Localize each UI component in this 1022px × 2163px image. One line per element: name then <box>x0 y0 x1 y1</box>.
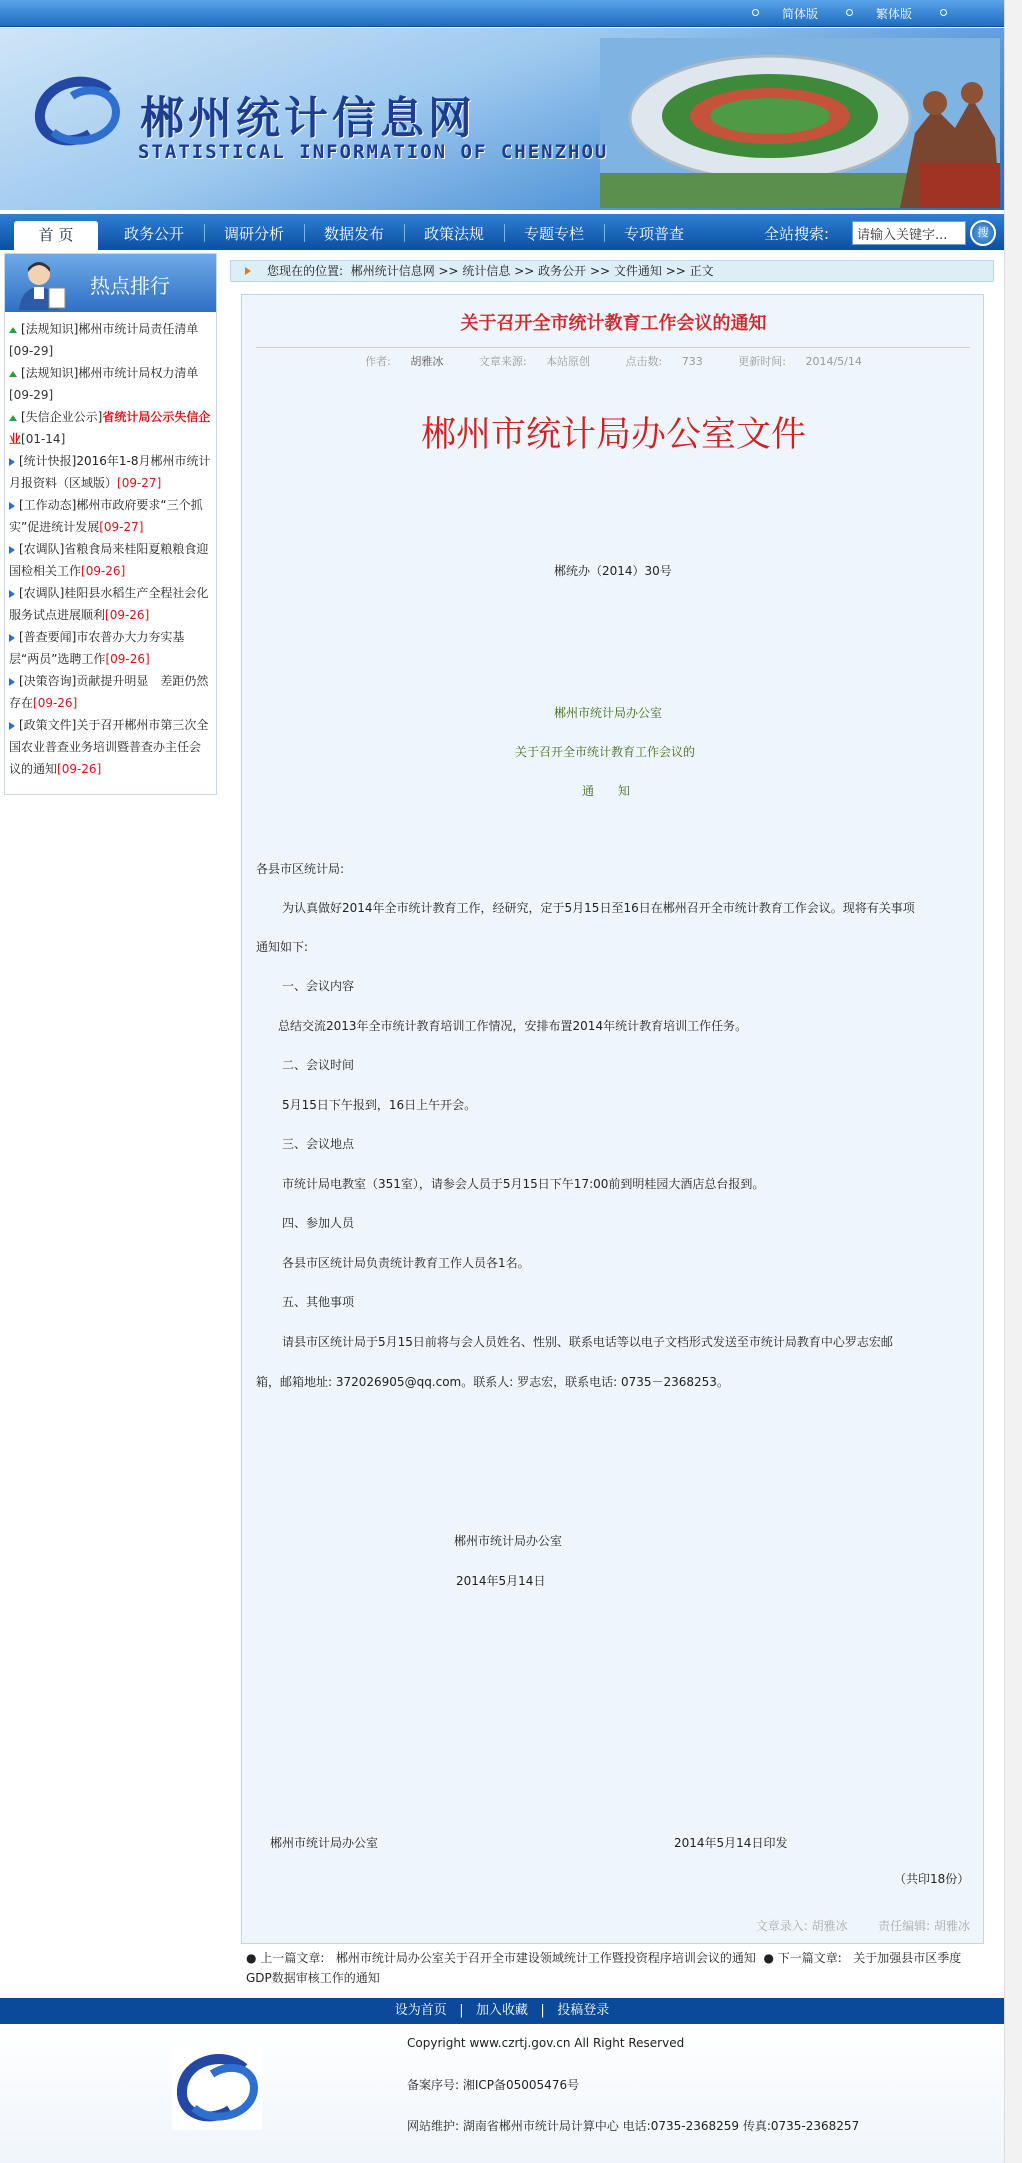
site-subtitle: STATISTICAL INFORMATION OF CHENZHOU <box>138 141 609 163</box>
bullet-icon <box>752 9 759 16</box>
article-title: 关于召开全市统计教育工作会议的通知 <box>460 313 767 334</box>
updated-label: 更新时间: <box>738 355 786 368</box>
hot-item-title[interactable]: [普查要闻]市农普办大力夯实基层“两员”选聘工作 <box>9 630 185 666</box>
hot-item-date: [09-26] <box>105 608 150 622</box>
section-heading: 四、参加人员 <box>282 1216 355 1230</box>
triangle-up-icon <box>9 415 17 421</box>
entry-label: 文章录入: <box>755 1919 808 1933</box>
nav-separator <box>604 224 605 242</box>
triangle-right-icon <box>9 722 15 730</box>
footer-logo-icon <box>172 2046 262 2130</box>
hot-item-category: [失信企业公示] <box>21 410 103 424</box>
footer-org: 郴州市统计局办公室 <box>270 1836 379 1850</box>
breadcrumb-path[interactable]: 郴州统计信息网 >> 统计信息 >> 政务公开 >> 文件通知 >> 正文 <box>350 264 714 278</box>
nav-separator <box>304 224 305 242</box>
nav-item-gov[interactable]: 政务公开 <box>124 225 185 243</box>
clicks-label: 点击数: <box>625 355 663 368</box>
hot-list-item[interactable] <box>5 362 216 406</box>
next-article-link[interactable]: 关于加强县市区季度GDP数据审核工作的通知 <box>246 1951 962 1985</box>
paragraph: 5月15日下午报到，16日上午开会。 <box>282 1098 477 1112</box>
site-footer <box>0 2024 1004 2163</box>
main-nav <box>0 212 1004 250</box>
site-banner <box>0 28 1004 210</box>
triangle-up-icon <box>9 371 17 377</box>
nav-item-census[interactable]: 专项普查 <box>624 225 685 243</box>
article-credits <box>242 1917 970 1934</box>
triangle-right-icon <box>9 590 15 598</box>
triangle-up-icon <box>9 327 17 333</box>
nav-separator <box>504 224 505 242</box>
person-icon <box>11 258 69 310</box>
simplified-link[interactable]: 简体版 <box>782 7 819 21</box>
prev-label: 上一篇文章: <box>260 1951 325 1965</box>
search-label: 全站搜索: <box>764 225 830 243</box>
hot-list-item[interactable] <box>5 670 216 714</box>
nav-item-policy[interactable]: 政策法规 <box>424 225 485 243</box>
nav-home[interactable]: 首 页 <box>14 221 98 252</box>
triangle-right-icon <box>9 634 15 642</box>
subject-notice: 通 知 <box>582 784 631 798</box>
salutation: 各县市区统计局: <box>256 862 345 876</box>
section-heading: 三、会议地点 <box>282 1137 355 1151</box>
hot-item-title[interactable]: [农调队]桂阳县水稻生产全程社会化服务试点进展顺利 <box>9 586 209 622</box>
author-label: 作者: <box>365 355 391 368</box>
source-label: 文章来源: <box>478 355 527 368</box>
nav-item-topics[interactable]: 专题专栏 <box>524 225 585 243</box>
hot-item-date: [09-26] <box>81 564 126 578</box>
hot-ranking-panel <box>4 253 217 795</box>
hot-list-item[interactable] <box>5 318 216 362</box>
logo-icon <box>28 72 128 152</box>
hot-item-title[interactable]: [决策咨询]贡献提升明显 差距仍然存在 <box>9 674 209 710</box>
search-button[interactable]: 搜 <box>970 220 996 246</box>
site-title: 郴州统计信息网 <box>140 93 476 144</box>
nav-item-research[interactable]: 调研分析 <box>224 225 285 243</box>
clicks-value: 733 <box>681 355 703 368</box>
section-heading: 二、会议时间 <box>282 1058 355 1072</box>
article-meta <box>242 353 985 369</box>
bullet-icon: ● <box>246 1951 257 1965</box>
traditional-link[interactable]: 繁体版 <box>876 7 913 21</box>
hot-item-title[interactable]: [农调队]省粮食局来桂阳夏粮粮食迎国检相关工作 <box>9 542 209 578</box>
document-number: 郴统办（2014）30号 <box>554 564 672 578</box>
hot-list-item[interactable] <box>5 538 216 582</box>
hot-item-title[interactable]: 省统计局公示失信企业 <box>9 410 211 446</box>
set-homepage-link[interactable]: 设为首页 <box>394 2003 447 2018</box>
hot-item-title[interactable]: [法规知识]郴州市统计局责任清单 <box>21 322 199 336</box>
paragraph: 通知如下: <box>256 940 309 954</box>
triangle-right-icon <box>9 502 15 510</box>
search-input[interactable] <box>852 221 966 245</box>
entry-value: 胡雅冰 <box>811 1919 848 1933</box>
triangle-right-icon <box>9 546 15 554</box>
hot-item-date: [09-26] <box>57 762 102 776</box>
editor-label: 责任编辑: <box>878 1919 931 1933</box>
footer-date: 2014年5月14日印发 <box>674 1836 788 1850</box>
hot-list-item[interactable] <box>5 494 216 538</box>
submit-login-link[interactable]: 投稿登录 <box>557 2003 610 2018</box>
hot-item-date: [09-29] <box>9 344 54 358</box>
hot-ranking-title: 热点排行 <box>90 274 170 298</box>
top-bar <box>0 0 1004 27</box>
prev-article-link[interactable]: 郴州市统计局办公室关于召开全市建设领域统计工作暨投资程序培训会议的通知 <box>335 1951 756 1965</box>
nav-item-data[interactable]: 数据发布 <box>324 225 385 243</box>
article-panel <box>241 294 984 1944</box>
paragraph: 箱，邮箱地址: 372026905@qq.com。联系人: 罗志宏，联系电话: 0735－2368253。 <box>256 1375 729 1389</box>
bullet-icon <box>940 9 947 16</box>
copyright: Copyright www.czrtj.gov.cn All Right Reserved <box>407 2036 685 2050</box>
nav-separator <box>404 224 405 242</box>
hot-item-date: [09-26] <box>33 696 78 710</box>
updated-value: 2014/5/14 <box>805 355 862 368</box>
triangle-right-icon <box>9 458 15 466</box>
bottom-link-bar: 设为首页 | 加入收藏 | 投稿登录 <box>0 1998 1004 2024</box>
issuer: 郴州市统计局办公室 <box>554 706 663 720</box>
breadcrumb-prefix: 您现在的位置: <box>267 264 344 278</box>
subject: 关于召开全市统计教育工作会议的 <box>515 745 696 759</box>
divider <box>256 347 970 348</box>
hot-list-item[interactable] <box>5 626 216 670</box>
stadium-illustration <box>600 38 1000 208</box>
signature-date: 2014年5月14日 <box>456 1574 546 1588</box>
hot-list-item[interactable] <box>5 450 216 494</box>
paragraph: 为认真做好2014年全市统计教育工作，经研究，定于5月15日至16日在郴州召开全市统计教育工作会议。现将有关事项 <box>282 901 915 915</box>
paragraph: 请县市区统计局于5月15日前将与会人员姓名、性别、联系电话等以电子文档形式发送至市统计局教育中心罗志宏邮 <box>282 1335 893 1349</box>
hot-item-date: [09-27] <box>99 520 144 534</box>
author-value: 胡雅冰 <box>410 355 444 368</box>
section-heading: 五、其他事项 <box>282 1295 355 1309</box>
hot-list-item[interactable] <box>5 406 216 450</box>
triangle-right-icon <box>9 678 15 686</box>
hot-item-title[interactable]: [法规知识]郴州市统计局权力清单 <box>21 366 199 380</box>
copies: （共印18份） <box>894 1872 970 1886</box>
hot-item-title[interactable]: [工作动态]郴州市政府要求“三个抓实”促进统计发展 <box>9 498 203 534</box>
nav-separator <box>204 224 205 242</box>
editor-value: 胡雅冰 <box>933 1919 970 1933</box>
arrow-icon <box>245 267 251 275</box>
hot-list-item[interactable] <box>5 582 216 626</box>
hot-item-title[interactable]: [政策文件]关于召开郴州市第三次全国农业普查业务培训暨普查办主任会议的通知 <box>9 718 209 776</box>
paragraph: 各县市区统计局负责统计教育工作人员各1名。 <box>282 1256 530 1270</box>
hot-item-title[interactable]: [统计快报]2016年1-8月郴州市统计月报资料（区域版） <box>9 454 211 490</box>
bullet-icon: ● <box>763 1951 774 1965</box>
maintainer-info: 网站维护: 湖南省郴州市统计局计算中心 电话:0735-2368259 传真:0735-2368257 <box>407 2119 860 2133</box>
document-header: 郴州市统计局办公室文件 <box>420 415 806 455</box>
hot-ranking-list <box>5 312 216 780</box>
hot-ranking-header <box>5 254 216 312</box>
hot-item-date: [09-29] <box>9 388 54 402</box>
hot-item-date: [01-14] <box>21 432 66 446</box>
section-heading: 一、会议内容 <box>282 979 355 993</box>
hot-item-date: [09-27] <box>117 476 162 490</box>
hot-item-date: [09-26] <box>105 652 150 666</box>
signature-org: 郴州市统计局办公室 <box>454 1534 563 1548</box>
source-value: 本站原创 <box>546 355 591 368</box>
bullet-icon <box>846 9 853 16</box>
breadcrumb <box>230 260 994 282</box>
prev-next-links <box>246 1948 984 1988</box>
paragraph: 总结交流2013年全市统计教育培训工作情况，安排布置2014年统计教育培训工作任务。 <box>278 1019 748 1033</box>
icp-record: 备案序号: 湘ICP备05005476号 <box>407 2078 580 2092</box>
page-margin <box>1004 0 1022 2163</box>
next-label: 下一篇文章: <box>777 1951 842 1965</box>
paragraph: 市统计局电教室（351室），请参会人员于5月15日下午17:00前到明桂园大酒店总台报到。 <box>282 1177 765 1191</box>
hot-list-item[interactable] <box>5 714 216 780</box>
add-favorite-link[interactable]: 加入收藏 <box>475 2003 528 2018</box>
